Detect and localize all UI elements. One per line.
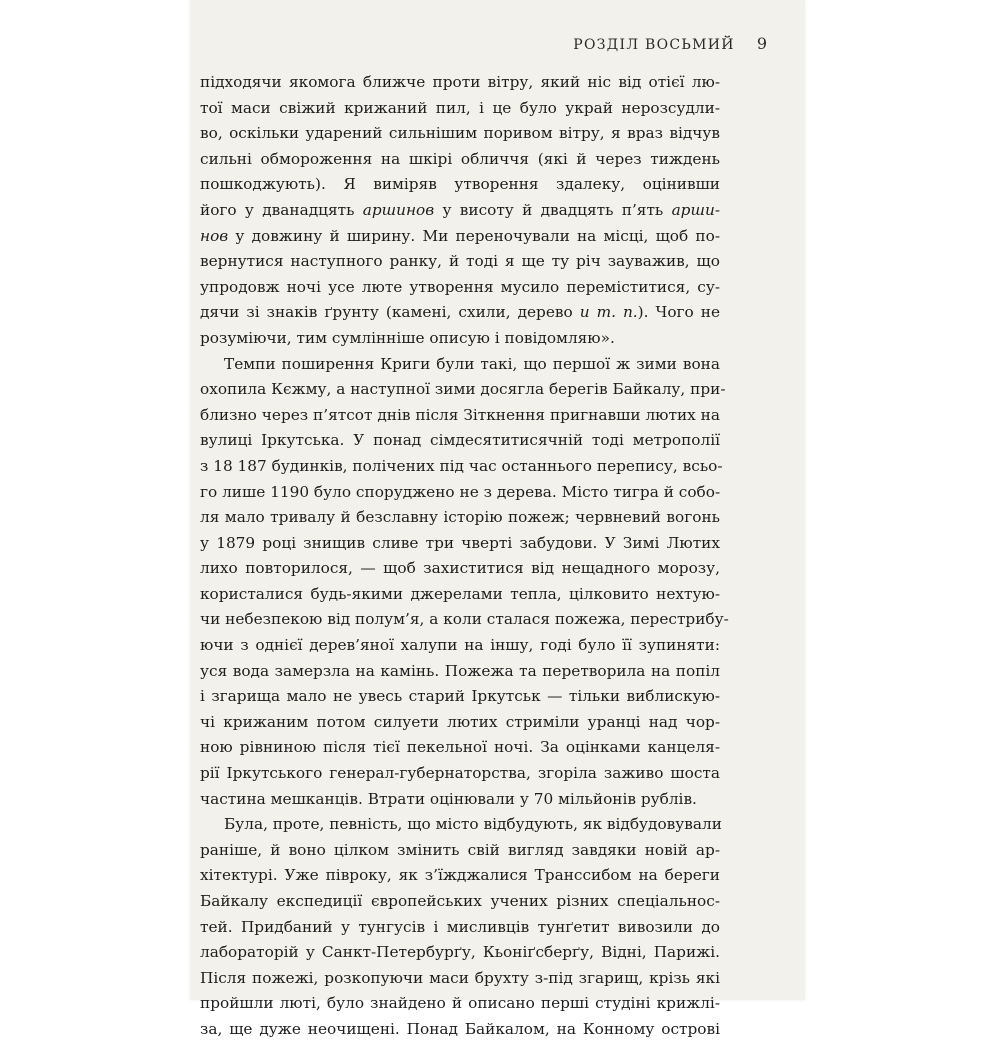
text-line: ною рівниною після тієї пекельної ночі. За оцінками канцеля-: [200, 738, 720, 757]
text-line: сильні обмороження на шкірі обличчя (які й через тиждень: [200, 149, 720, 168]
page-number: 9: [756, 34, 767, 53]
text-line: тої маси свіжий крижаний пил, і це було украй нерозсудли-: [200, 98, 720, 117]
text-line: Байкалу експедиції європейських учених різних спеціальнос-: [200, 892, 720, 910]
text-line: лихо повторилося, — щоб захиститися від нещадного морозу,: [200, 559, 720, 578]
text-run: у довжину й ширину. Ми переночували на місці, щоб по-: [228, 226, 720, 245]
text-line: у 1879 році знищив сливе три чверті забудови. У Зимі Лютих: [200, 533, 720, 552]
text-line: уся вода замерзла на камінь. Пожежа та перетворила на попіл: [200, 661, 720, 680]
italic-term: аршинов: [362, 200, 435, 219]
text-line: чи небезпекою від полум’я, а коли сталася пожежа, перестрибу-: [200, 610, 729, 629]
italic-term: арши-: [671, 200, 720, 219]
text-line: користалися будь-якими джерелами тепла, цілковито нехтую-: [200, 584, 720, 603]
text-line: Була, проте, певність, що місто відбудують, як відбудовували: [224, 815, 722, 834]
text-line: вулиці Іркутська. У понад сімдесятитисячній тоді метрополії: [200, 431, 720, 450]
italic-term: нов: [200, 226, 229, 245]
text-line: ючи з однієї дерев’яної халупи на іншу, годі було її зупиняти:: [200, 636, 720, 655]
text-line: за, ще дуже неочищені. Понад Байкалом, на Конному острові: [200, 1019, 720, 1038]
book-page: [190, 0, 805, 1038]
text-line: хітектурі. Уже півроку, як з’їжджалися Транссибом на береги: [200, 866, 720, 885]
text-line: з 18 187 будинків, полічених під час останнього перепису, всьо-: [200, 456, 723, 475]
text-line: го лише 1190 було споруджено не з дерева. Місто тигра й собо-: [200, 482, 721, 501]
text-line: і згарища мало не увесь старий Іркутськ — тільки виблискую-: [200, 687, 720, 706]
italic-term: и т. п.: [579, 303, 638, 322]
text-line: рії Іркутського генерал-губернаторства, згоріла заживо шоста: [200, 764, 720, 783]
text-run: у висоту й двадцять п’ять: [434, 200, 672, 219]
text-line: близно через п’ятсот днів після Зіткнення пригнавши лютих на: [200, 405, 720, 424]
text-line: чі крижаним потом силуети лютих стриміли уранці над чор-: [200, 712, 720, 731]
text-line: вернутися наступного ранку, й тоді я ще ту річ зауважив, що: [200, 252, 720, 271]
text-line: [200, 198, 720, 224]
text-line: тей. Придбаний у тунгусів і мисливців тунґетит вивозили до: [200, 917, 720, 936]
text-line: лабораторій у Санкт-Петербурґу, Кьоніґсберґу, Відні, Парижі.: [200, 943, 720, 962]
text-line: пошкоджують). Я виміряв утворення здалеку, оцінивши: [200, 175, 720, 194]
running-head: [573, 34, 767, 53]
text-line: підходячи якомога ближче проти вітру, який ніс від отієї лю-: [200, 73, 720, 91]
text-line: [200, 224, 720, 250]
text-line: раніше, й воно цілком змінить свій вигляд завдяки новій ар-: [200, 840, 720, 859]
text-line: розуміючи, тим сумлінніше описую і повідомляю».: [200, 328, 615, 347]
text-run: його у дванадцять: [200, 200, 363, 219]
body-text: [200, 70, 729, 1043]
chapter-title: РОЗДІЛ ВОСЬМИЙ: [573, 37, 735, 53]
text-line: ля мало тривалу й безславну історію пожеж; червневий вогонь: [200, 508, 720, 527]
text-line: охопила Кєжму, а наступної зими досягла берегів Байкалу, при-: [200, 380, 726, 399]
text-line: Темпи поширення Криги були такі, що першої ж зими вона: [224, 354, 720, 373]
text-line: [200, 300, 720, 326]
text-line: упродовж ночі усе люте утворення мусило переміститися, су-: [200, 277, 720, 296]
text-line: пройшли люті, було знайдено й описано перші студіні крижлі-: [200, 994, 720, 1013]
text-run: дячи зі знаків ґрунту (камені, схили, дерево: [200, 303, 580, 322]
text-line: во, оскільки ударений сильнішим поривом вітру, я враз відчув: [200, 124, 720, 143]
text-run: ). Чого не: [637, 303, 721, 322]
text-line: частина мешканців. Втрати оцінювали у 70 мільйонів рублів.: [200, 789, 697, 808]
text-line: Після пожежі, розкопуючи маси брухту з-під згарищ, крізь які: [200, 968, 720, 987]
